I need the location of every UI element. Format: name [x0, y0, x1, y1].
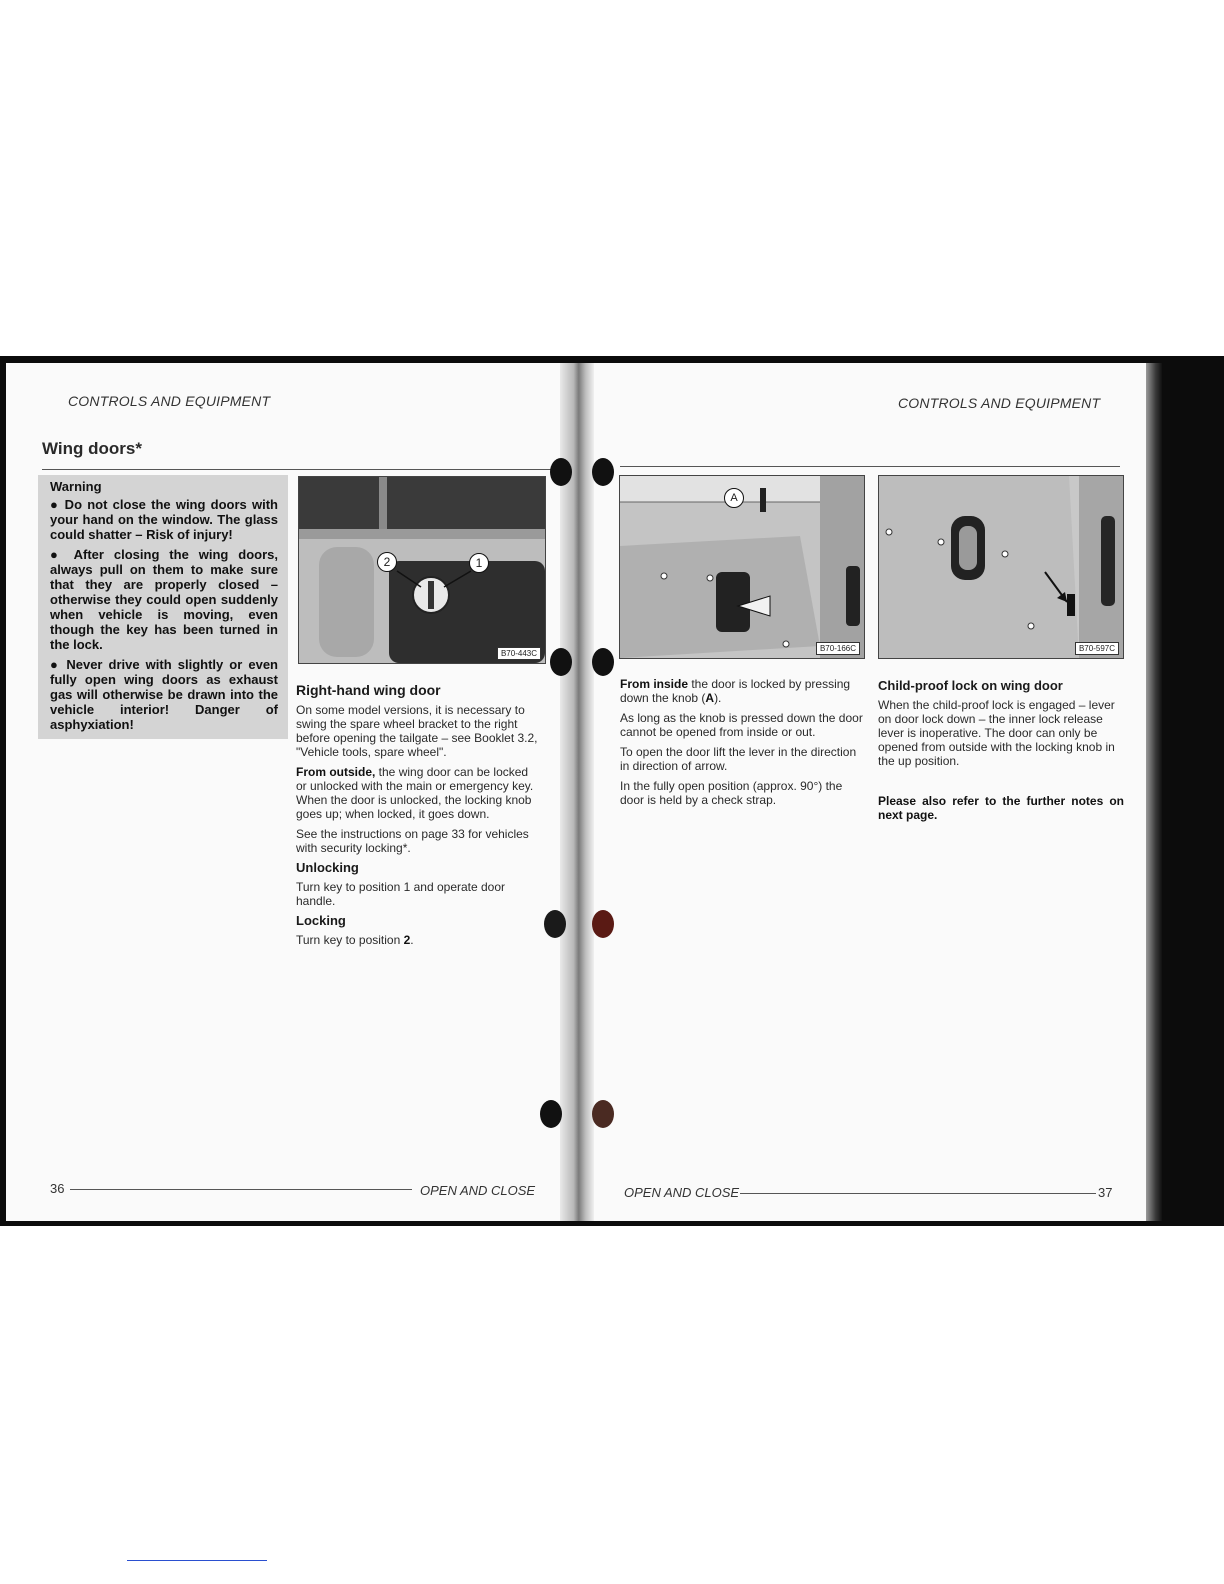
wing-door-lock-illustration — [299, 477, 545, 663]
running-head-left: CONTROLS AND EQUIPMENT — [68, 393, 271, 409]
left-body-column — [296, 683, 542, 953]
punch-hole — [540, 1100, 562, 1128]
footer-rule-right — [740, 1193, 1096, 1194]
running-head-right: CONTROLS AND EQUIPMENT — [898, 395, 1101, 411]
warning-item-2: ● After closing the wing doors, always pull on them to make sure that they are properly closed – otherwise they could open suddenly when vehicle is moving, even though the key has been turned in the lock. — [50, 547, 278, 652]
punch-hole — [592, 648, 614, 676]
child-proof-lock-illustration — [879, 476, 1123, 658]
figure-code-b: B70-597C — [1075, 642, 1119, 655]
heading-child-proof-lock: Child-proof lock on wing door — [878, 678, 1063, 693]
from-outside-text: the wing door can be locked or unlocked with the main or emergency key. When the door is unlocked, the locking knob goes up; when locked, it goes down. — [296, 765, 534, 821]
section-rule — [42, 469, 562, 470]
footer-rule-left — [70, 1189, 412, 1190]
page-number-left: 36 — [50, 1181, 65, 1196]
page-number-right: 37 — [1098, 1185, 1113, 1200]
figure-code-a: B70-166C — [816, 642, 860, 655]
right-page — [584, 363, 1152, 1221]
from-outside-label: From outside, — [296, 765, 376, 779]
para-child-proof: When the child-proof lock is engaged – lever on door lock down – the inner lock release lever is inoperative. The door can only be opened from outside with the locking knob in the up position. — [878, 698, 1115, 768]
para-security-locking: See the instructions on page 33 for vehicles with security locking*. — [296, 827, 529, 855]
heading-unlocking: Unlocking — [296, 860, 359, 875]
para-from-inside: From inside the door is locked by pressing down the knob (A). — [620, 677, 851, 705]
refer-note: Please also refer to the further notes on next page. — [878, 794, 1124, 822]
locking-text: Turn key to position 2. — [296, 933, 414, 947]
para-open-door: To open the door lift the lever in the direction in direction of arrow. — [620, 745, 857, 773]
page-edge-shadow — [1146, 363, 1162, 1221]
para-knob-pressed: As long as the knob is pressed down the door cannot be opened from inside or out. — [620, 711, 863, 739]
para-spare-wheel: On some model versions, it is necessary to swing the spare wheel bracket to the right before opening the tailgate – see Booklet 3.2, "Vehicle tools, spare wheel". — [296, 703, 538, 759]
figure-code: B70-443C — [497, 647, 541, 660]
section-title: Wing doors* — [42, 439, 142, 458]
figure-inside-lock — [619, 475, 865, 659]
callout-1: 1 — [469, 553, 489, 573]
callout-2: 2 — [377, 552, 397, 572]
figure-wing-door-lock — [298, 476, 546, 664]
warning-title: Warning — [50, 479, 102, 494]
para-from-outside — [296, 765, 542, 821]
footer-left: OPEN AND CLOSE — [420, 1183, 536, 1198]
punch-hole — [592, 458, 614, 486]
unlocking-text: Turn key to position 1 and operate door handle. — [296, 880, 506, 908]
punch-hole — [550, 458, 572, 486]
punch-hole — [550, 648, 572, 676]
punch-hole — [544, 910, 566, 938]
warning-box — [38, 475, 288, 739]
warning-item-3: ● Never drive with slightly or even fully open wing doors as exhaust gas will otherwise be drawn into the vehicle interior! Danger of asphyxiation! — [50, 657, 278, 732]
footer-right: OPEN AND CLOSE — [624, 1185, 740, 1200]
para-check-strap: In the fully open position (approx. 90°) the door is held by a check strap. — [620, 779, 843, 807]
left-page — [6, 363, 574, 1221]
right-body-column-1 — [620, 677, 866, 813]
punch-hole — [592, 910, 614, 938]
heading-right-hand-wing-door: Right-hand wing door — [296, 682, 441, 698]
right-top-rule — [620, 466, 1120, 467]
warning-item-1: ● Do not close the wing doors with your hand on the window. The glass could shatter – Risk of injury! — [50, 497, 278, 542]
punch-hole — [592, 1100, 614, 1128]
heading-locking: Locking — [296, 913, 346, 928]
callout-a: A — [724, 488, 744, 508]
figure-child-proof-lock — [878, 475, 1124, 659]
book-gutter — [560, 363, 594, 1221]
blue-underline — [127, 1560, 267, 1561]
right-body-column-2 — [878, 679, 1124, 828]
